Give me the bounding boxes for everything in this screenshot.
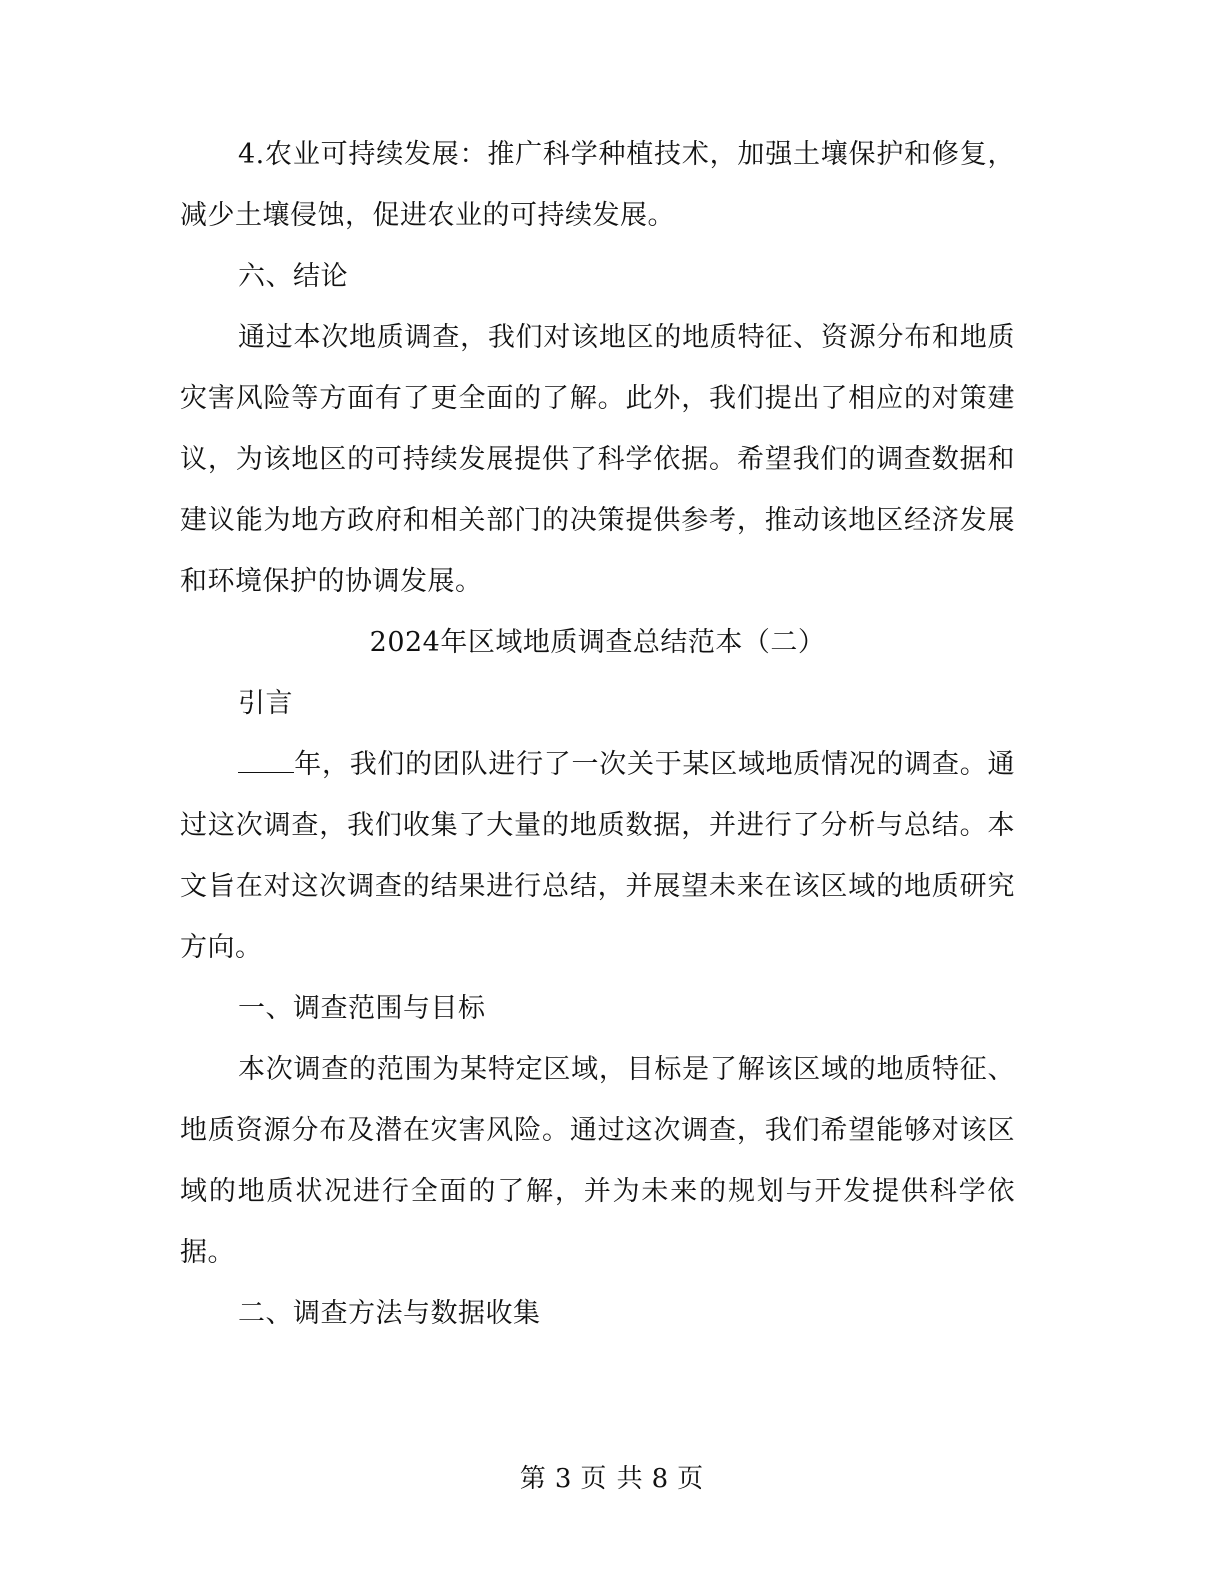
scope-paragraph: 本次调查的范围为某特定区域，目标是了解该区域的地质特征、地质资源分布及潜在灾害风险。通过这次调查，我们希望能够对该区域的地质状况进行全面的了解，并为未来的规划与开发提供科学依据。 [180,1054,1015,1268]
item-4-paragraph: 4.农业可持续发展：推广科学种植技术，加强土壤保护和修复，减少土壤侵蚀，促进农业的可持续发展。 [180,139,1015,231]
heading-methods: 二、调查方法与数据收集 [238,1298,541,1329]
document-title: 2024年区域地质调查总结范本（二） [369,627,826,658]
intro-paragraph [180,734,1015,978]
footer-prefix: 第 [519,1464,547,1494]
intro-text: 年，我们的团队进行了一次关于某区域地质情况的调查。通过这次调查，我们收集了大量的地质数据，并进行了分析与总结。本文旨在对这次调查的结果进行总结，并展望未来在该区域的地质研究方向。 [180,749,1015,963]
page-footer [0,1458,1224,1495]
footer-current-page: 3 [554,1464,573,1494]
heading-intro: 引言 [238,688,293,719]
year-blank [238,748,294,773]
heading-scope: 一、调查范围与目标 [238,993,486,1024]
footer-total-pages: 8 [651,1464,670,1494]
conclusion-paragraph: 通过本次地质调查，我们对该地区的地质特征、资源分布和地质灾害风险等方面有了更全面的了解。此外，我们提出了相应的对策建议，为该地区的可持续发展提供了科学依据。希望我们的调查数据和建议能为地方政府和相关部门的决策提供参考，推动该地区经济发展和环境保护的协调发展。 [180,322,1015,597]
footer-suffix: 页 [677,1464,705,1494]
page-content [180,124,1015,1344]
footer-mid: 页 共 [580,1464,644,1494]
heading-conclusion: 六、结论 [238,261,348,292]
